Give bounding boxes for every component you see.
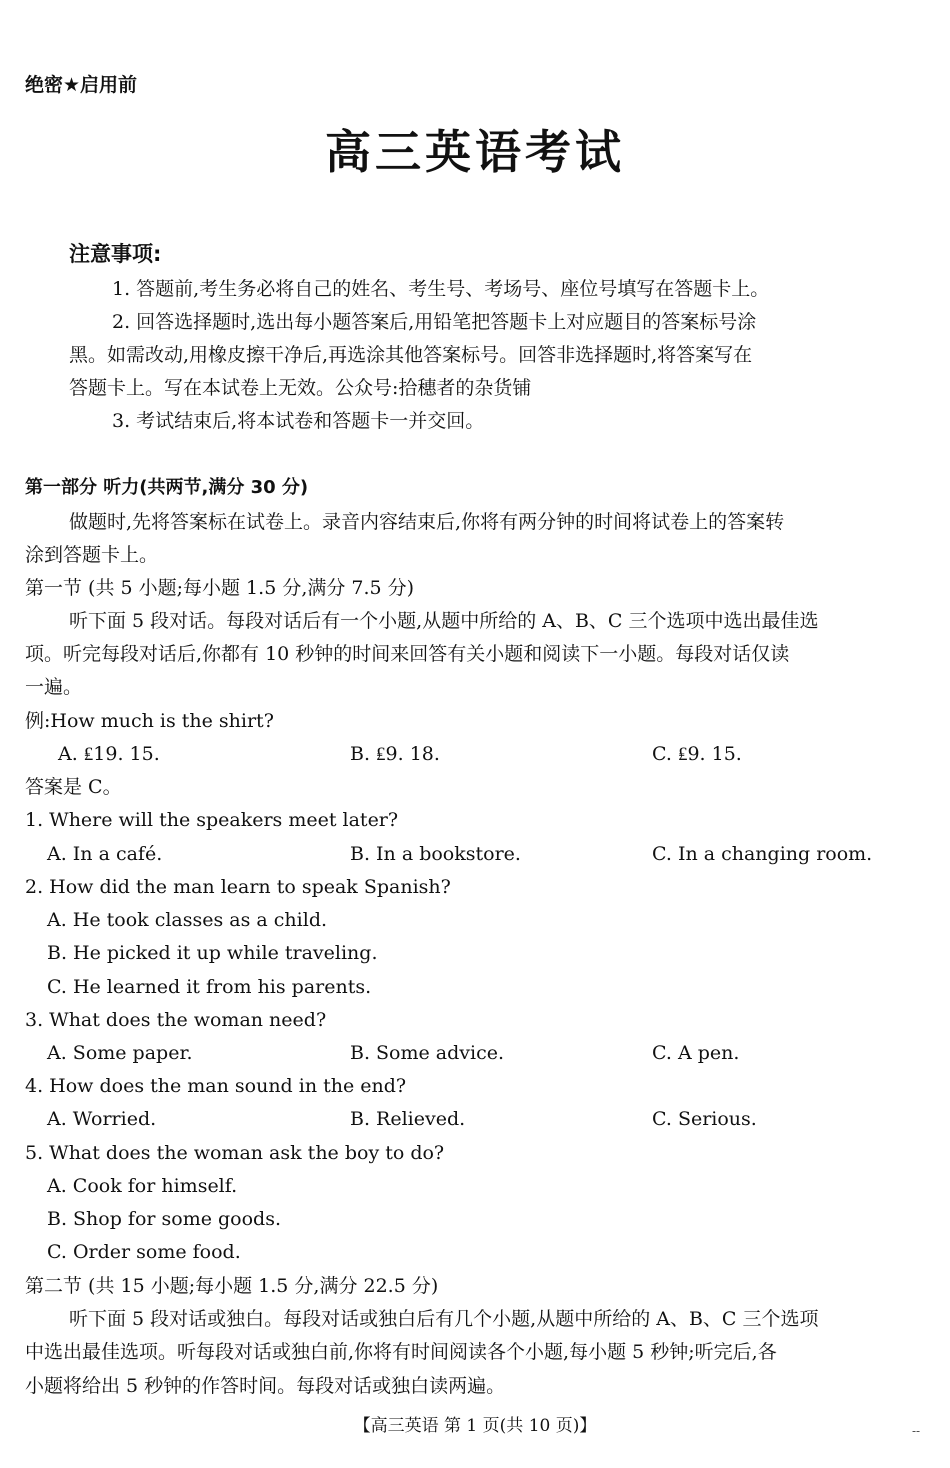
section2-instructions-end: 小题将给出 5 秒钟的作答时间。每段对话或独白读两遍。 — [25, 1375, 506, 1397]
section1-instructions-end: 一遍。 — [25, 676, 83, 698]
question-4-option-b: B. Relieved. — [350, 1108, 466, 1130]
question-2-option-a: A. He took classes as a child. — [47, 909, 328, 931]
question-4: 4. How does the man sound in the end? — [25, 1075, 407, 1097]
question-5-option-a: A. Cook for himself. — [47, 1175, 238, 1197]
question-3-option-c: C. A pen. — [652, 1042, 740, 1064]
corner-mark: -- — [912, 1424, 921, 1438]
section1-instructions-cont: 项。听完每段对话后,你都有 10 秒钟的时间来回答有关小题和阅读下一小题。每段对话仅读 — [25, 643, 790, 665]
question-2-option-c: C. He learned it from his parents. — [47, 976, 372, 998]
question-5: 5. What does the woman ask the boy to do? — [25, 1142, 445, 1164]
section1-instructions: 听下面 5 段对话。每段对话后有一个小题,从题中所给的 A、B、C 三个选项中选出最佳选 — [69, 610, 819, 632]
question-3: 3. What does the woman need? — [25, 1009, 327, 1031]
confidential-label: 绝密★启用前 — [25, 74, 138, 96]
section2-instructions-cont: 中选出最佳选项。听每段对话或独白前,你将有时间阅读各个小题,每小题 5 秒钟;听完后,各 — [25, 1341, 777, 1363]
part1-heading: 第一部分 听力(共两节,满分 30 分) — [25, 477, 309, 498]
question-2: 2. How did the man learn to speak Spanish? — [25, 876, 451, 898]
example-option-a: A. ₤19. 15. — [58, 743, 160, 765]
question-5-option-c: C. Order some food. — [47, 1241, 241, 1263]
question-3-option-b: B. Some advice. — [350, 1042, 505, 1064]
section2-heading: 第二节 (共 15 小题;每小题 1.5 分,满分 22.5 分) — [25, 1275, 439, 1297]
part1-intro: 做题时,先将答案标在试卷上。录音内容结束后,你将有两分钟的时间将试卷上的答案转 — [69, 511, 785, 533]
page-title: 高三英语考试 — [325, 125, 625, 179]
example-question: 例:How much is the shirt? — [25, 710, 274, 732]
question-2-option-b: B. He picked it up while traveling. — [47, 942, 378, 964]
notice-heading: 注意事项: — [69, 242, 162, 266]
notice-item-2-end: 答题卡上。写在本试卷上无效。公众号:拾穗者的杂货铺 — [69, 377, 532, 399]
question-1-option-a: A. In a café. — [47, 843, 163, 865]
notice-item-2-cont: 黑。如需改动,用橡皮擦干净后,再选涂其他答案标号。回答非选择题时,将答案写在 — [69, 344, 753, 366]
question-4-option-a: A. Worried. — [47, 1108, 157, 1130]
question-3-option-a: A. Some paper. — [47, 1042, 193, 1064]
notice-item-2: 2. 回答选择题时,选出每小题答案后,用铅笔把答题卡上对应题目的答案标号涂 — [112, 311, 757, 333]
question-4-option-c: C. Serious. — [652, 1108, 757, 1130]
notice-item-3: 3. 考试结束后,将本试卷和答题卡一并交回。 — [112, 410, 485, 432]
question-1-option-c: C. In a changing room. — [652, 843, 873, 865]
notice-item-1: 1. 答题前,考生务必将自己的姓名、考生号、考场号、座位号填写在答题卡上。 — [112, 278, 770, 300]
section2-instructions: 听下面 5 段对话或独白。每段对话或独白后有几个小题,从题中所给的 A、B、C 三个选项 — [69, 1308, 819, 1330]
example-option-b: B. ₤9. 18. — [350, 743, 440, 765]
question-1-option-b: B. In a bookstore. — [350, 843, 521, 865]
section1-heading: 第一节 (共 5 小题;每小题 1.5 分,满分 7.5 分) — [25, 577, 415, 599]
question-1: 1. Where will the speakers meet later? — [25, 809, 399, 831]
example-answer: 答案是 C。 — [25, 776, 122, 798]
part1-intro-cont: 涂到答题卡上。 — [25, 544, 159, 566]
question-5-option-b: B. Shop for some goods. — [47, 1208, 282, 1230]
example-option-c: C. ₤9. 15. — [652, 743, 742, 765]
page-footer: 【高三英语 第 1 页(共 10 页)】 — [353, 1416, 597, 1436]
